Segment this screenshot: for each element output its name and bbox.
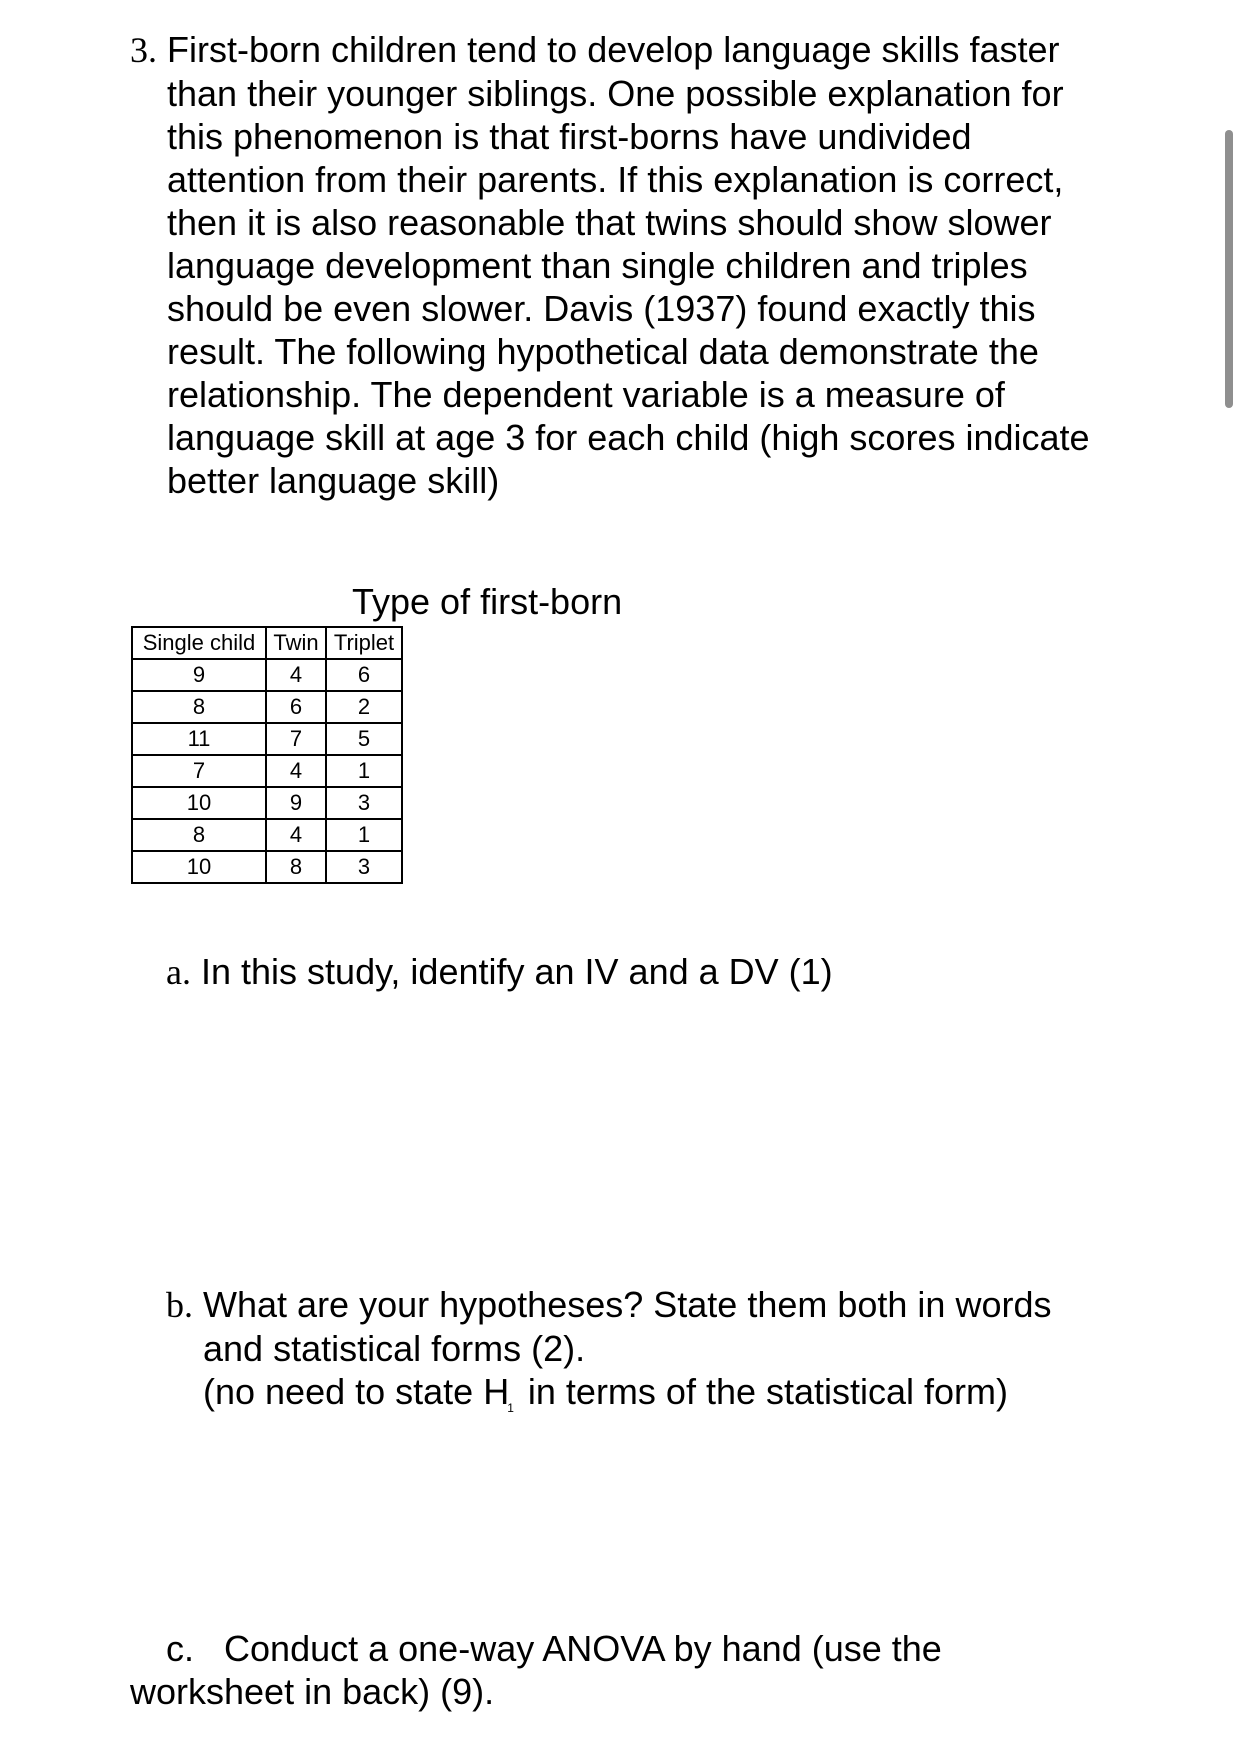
table-cell: 4 — [266, 819, 326, 851]
part-b-line: and statistical forms (2). — [203, 1328, 586, 1369]
part-b-line: b. What are your hypotheses? State them both in words — [166, 1284, 1052, 1325]
table-row — [132, 851, 402, 883]
column-header: Single child — [132, 627, 266, 659]
table-cell: 3 — [326, 851, 402, 883]
question-3-line: then it is also reasonable that twins should show slower — [167, 202, 1052, 243]
table-cell: 4 — [266, 755, 326, 787]
subscript-1: 1 — [507, 1401, 514, 1415]
table-cell: 9 — [132, 659, 266, 691]
question-3-line: language development than single children and triples — [167, 245, 1028, 286]
table-cell: 7 — [132, 755, 266, 787]
table-cell: 1 — [326, 755, 402, 787]
column-header: Triplet — [326, 627, 402, 659]
question-number: 3. — [130, 30, 157, 70]
table-cell: 7 — [266, 723, 326, 755]
table-cell: 2 — [326, 691, 402, 723]
table-cell: 6 — [326, 659, 402, 691]
question-3-line: result. The following hypothetical data demonstrate the — [167, 331, 1039, 372]
question-3-line: attention from their parents. If this explanation is correct, — [167, 159, 1064, 200]
table-row — [132, 659, 402, 691]
table-cell: 8 — [266, 851, 326, 883]
part-a — [166, 950, 833, 994]
scrollbar[interactable] — [1225, 130, 1233, 408]
table-cell: 3 — [326, 787, 402, 819]
question-3-line: language skill at age 3 for each child (high scores indicate — [167, 417, 1090, 458]
table-cell: 4 — [266, 659, 326, 691]
table-row — [132, 787, 402, 819]
part-a-label: a. — [166, 952, 191, 992]
table-row — [132, 723, 402, 755]
part-c-label: c. — [166, 1628, 195, 1669]
part-c — [130, 1627, 942, 1713]
table-row — [132, 691, 402, 723]
data-table — [131, 626, 403, 884]
question-3 — [130, 28, 1130, 502]
part-b — [166, 1283, 1051, 1430]
table-header-row — [132, 627, 402, 659]
table-caption: Type of first-born — [352, 581, 623, 622]
part-c-line: c. Conduct a one-way ANOVA by hand (use the — [166, 1628, 942, 1669]
question-3-line: better language skill) — [167, 460, 500, 501]
table-cell: 5 — [326, 723, 402, 755]
table-row — [132, 819, 402, 851]
question-3-line: than their younger siblings. One possible explanation for — [167, 73, 1064, 114]
part-b-label: b. — [166, 1285, 193, 1325]
table-cell: 9 — [266, 787, 326, 819]
part-a-text: In this study, identify an IV and a DV (1) — [201, 951, 833, 992]
table-cell: 1 — [326, 819, 402, 851]
part-c-line: worksheet in back) (9). — [130, 1671, 495, 1712]
table-cell: 11 — [132, 723, 266, 755]
column-header: Twin — [266, 627, 326, 659]
table-cell: 6 — [266, 691, 326, 723]
question-3-line: should be even slower. Davis (1937) found exactly this — [167, 288, 1036, 329]
table-cell: 8 — [132, 819, 266, 851]
table-row — [132, 755, 402, 787]
table-cell: 10 — [132, 851, 266, 883]
question-3-line: 3. First-born children tend to develop language skills faster — [130, 29, 1060, 70]
table-cell: 10 — [132, 787, 266, 819]
question-3-line: this phenomenon is that first-borns have undivided — [167, 116, 972, 157]
part-b-line: (no need to state $H_1$ in terms of the statistical form) — [203, 1371, 1009, 1415]
question-3-line: relationship. The dependent variable is a measure of — [167, 374, 1005, 415]
table-cell: 8 — [132, 691, 266, 723]
